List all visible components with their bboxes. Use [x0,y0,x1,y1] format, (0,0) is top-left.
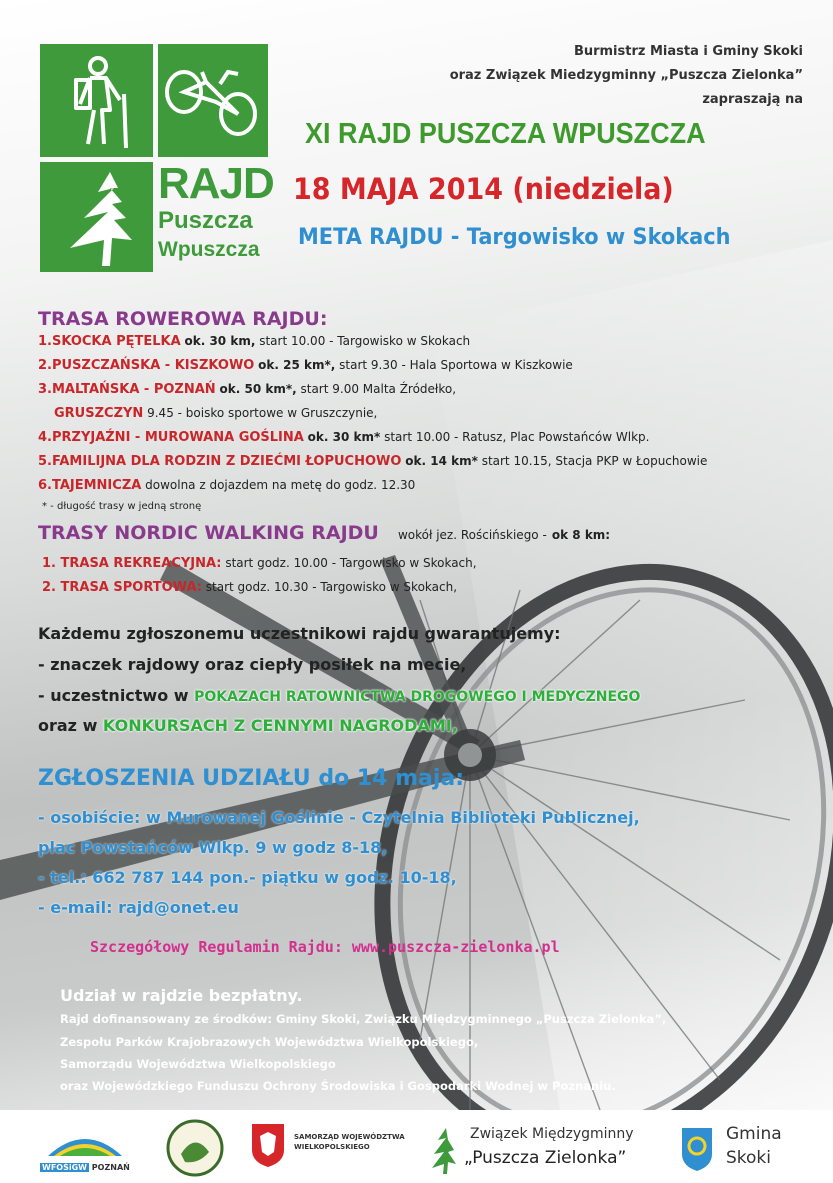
organizer-line-3: zapraszają na [702,92,803,107]
route-distance: ok. 30 km* [307,430,381,444]
organizer-line-2: oraz Związek Miedzygminny „Puszcza Zielonka” [449,68,803,83]
bike-route-6 [38,478,415,493]
guarantee-item-3-prefix: oraz w [38,716,103,735]
route-details: start godz. 10.00 - Targowisko w Skokach, [221,556,477,570]
bike-route-4 [38,430,649,445]
skoki-word: Skoki [726,1148,771,1168]
route-name: 1.SKOCKA PĘTELKA [38,334,181,349]
bike-route-5 [38,454,707,469]
tree-icon-tile [40,162,153,272]
sponsor-logos [0,1110,833,1183]
route-name: 5.FAMILIJNA DLA RODZIN Z DZIEĆMI ŁOPUCHOWO [38,454,402,469]
guarantee-intro: Każdemu zgłoszonemu uczestnikowi rajdu gwarantujemy: [38,624,561,643]
route-details: start godz. 10.30 - Targowisko w Skokach, [201,580,458,594]
nordic-route-1 [42,556,477,571]
route-details: start 10.00 - Targowisko w Skokach [255,334,471,348]
route-details: start 10.15, Stacja PKP w Łopuchowie [477,454,708,468]
bicycle-icon-tile [158,44,268,157]
route-name: 1. TRASA REKREACYJNA: [42,556,222,571]
route-name: 3.MALTAŃSKA - POZNAŃ [38,382,216,397]
route-distance: ok. 14 km* [405,454,478,468]
skoki-coat-of-arms-icon [680,1126,714,1172]
rajd-wordmark [158,159,274,272]
puszcza-zielonka-logo [430,1124,660,1180]
park-emblem-icon [165,1118,225,1178]
guarantee-item-2-prefix: - uczestnictwo w [38,686,195,705]
rules-link[interactable]: Szczegółowy Regulamin Rajdu: www.puszcza-zielonka.pl [90,938,560,956]
route-distance: ok. 25 km*, [258,358,336,372]
logo-word-rajd: RAJD [158,159,274,208]
route-name: 4.PRZYJAŹNI - MUROWANA GOŚLINA [38,430,304,445]
route-details: 9.45 - boisko sportowe w Gruszczynie, [143,406,378,420]
zwiazek-line-1: Związek Międzygminny [470,1126,634,1142]
route-name: 2. TRASA SPORTOWA: [42,580,202,595]
wfosigw-logo [40,1128,130,1178]
route-details: start 10.00 - Ratusz, Plac Powstańców Wlkp. [380,430,650,444]
gmina-word: Gmina [726,1124,782,1144]
registration-email[interactable]: - e-mail: rajd@onet.eu [38,898,239,917]
finish-location: META RAJDU - Targowisko w Skokach [298,225,731,250]
route-name: GRUSZCZYN [54,406,144,421]
registration-heading: ZGŁOSZENIA UDZIAŁU do 14 maja: [38,766,465,791]
bike-route-3 [38,382,456,397]
wfosigw-label: WFOŚiGW [42,1163,87,1172]
event-date: 18 MAJA 2014 (niedziela) [293,172,674,206]
bicycle-icon [158,44,268,157]
samorzad-line-1: SAMORZĄD WOJEWÓDZTWA [294,1133,405,1141]
landscape-parks-logo [165,1118,225,1182]
organizer-line-1: Burmistrz Miasta i Gminy Skoki [573,44,803,59]
guarantee-item-2 [38,686,640,705]
wfosigw-arc-icon [40,1128,130,1158]
route-distance: ok. 50 km*, [219,382,297,396]
registration-line-1: - osobiście: w Murowanej Goślinie - Czytelnia Biblioteki Publicznej, [38,808,640,827]
bike-routes-heading: TRASA ROWEROWA RAJDU: [38,308,328,330]
free-participation: Udział w rajdzie bezpłatny. [60,986,303,1005]
nordic-distance: ok 8 km: [551,528,611,542]
registration-line-3: - tel.: 662 787 144 pon.- piątku w godz. 10-18, [38,868,457,887]
route-name: 6.TAJEMNICZA [38,478,142,493]
funding-line-3: Samorządu Województwa Wielkopolskiego [60,1057,336,1071]
bike-route-3b [54,406,377,421]
nordic-route-2 [42,580,457,595]
registration-line-2: plac Powstańców Wlkp. 9 w godz 8-18, [38,838,388,857]
nordic-heading: TRASY NORDIC WALKING RAJDU [38,522,379,544]
pine-tree-icon [430,1126,458,1176]
wfosigw-city: POZNAŃ [91,1163,130,1172]
event-title: XI RAJD PUSZCZA WPUSZCZA [305,118,706,150]
guarantee-item-1: - znaczek rajdowy oraz ciepły posiłek na mecie, [38,655,467,674]
eagle-shield-icon [250,1122,286,1168]
bike-route-1 [38,334,470,349]
guarantee-item-2-highlight: POKAZACH RATOWNICTWA DROGOWEGO I MEDYCZNEGO [194,689,641,705]
wielkopolska-logo [250,1122,405,1172]
gmina-skoki-logo [680,1124,800,1180]
distance-footnote: * - długość trasy w jedną stronę [42,501,202,512]
guarantee-item-3 [38,716,458,735]
bike-route-2 [38,358,573,373]
route-name: 2.PUSZCZAŃSKA - KISZKOWO [38,358,255,373]
tree-icon [40,162,153,272]
funding-line-2: Zespołu Parków Krajobrazowych Województwa Wielkopolskiego, [60,1035,479,1049]
route-distance: ok. 30 km, [184,334,256,348]
zwiazek-line-2: „Puszcza Zielonka” [464,1148,627,1168]
route-details: start 9.00 Malta Źródełko, [296,382,457,396]
samorzad-line-2: WIELKOPOLSKIEGO [294,1143,370,1151]
nordic-around: wokół jez. Rościńskiego - [397,528,547,542]
funding-line-4: oraz Wojewódzkiego Funduszu Ochrony Środowiska i Gospodarki Wodnej w Poznaniu. [60,1079,616,1093]
hiker-icon-tile [40,44,153,157]
route-details: start 9.30 - Hala Sportowa w Kiszkowie [335,358,573,372]
hiker-icon [40,44,153,157]
logo-word-puszcza: Puszcza [158,207,253,234]
logo-word-wpuszcza: Wpuszcza [158,238,260,261]
funding-line-1: Rajd dofinansowany ze środków: Gminy Skoki, Związku Międzygminnego „Puszcza Zielonka”, [60,1012,667,1026]
route-details: dowolna z dojazdem na metę do godz. 12.30 [141,478,416,492]
guarantee-item-3-highlight: KONKURSACH Z CENNYMI NAGRODAMI, [102,716,458,735]
nordic-heading-row [38,522,610,544]
rajd-logo [40,44,274,272]
